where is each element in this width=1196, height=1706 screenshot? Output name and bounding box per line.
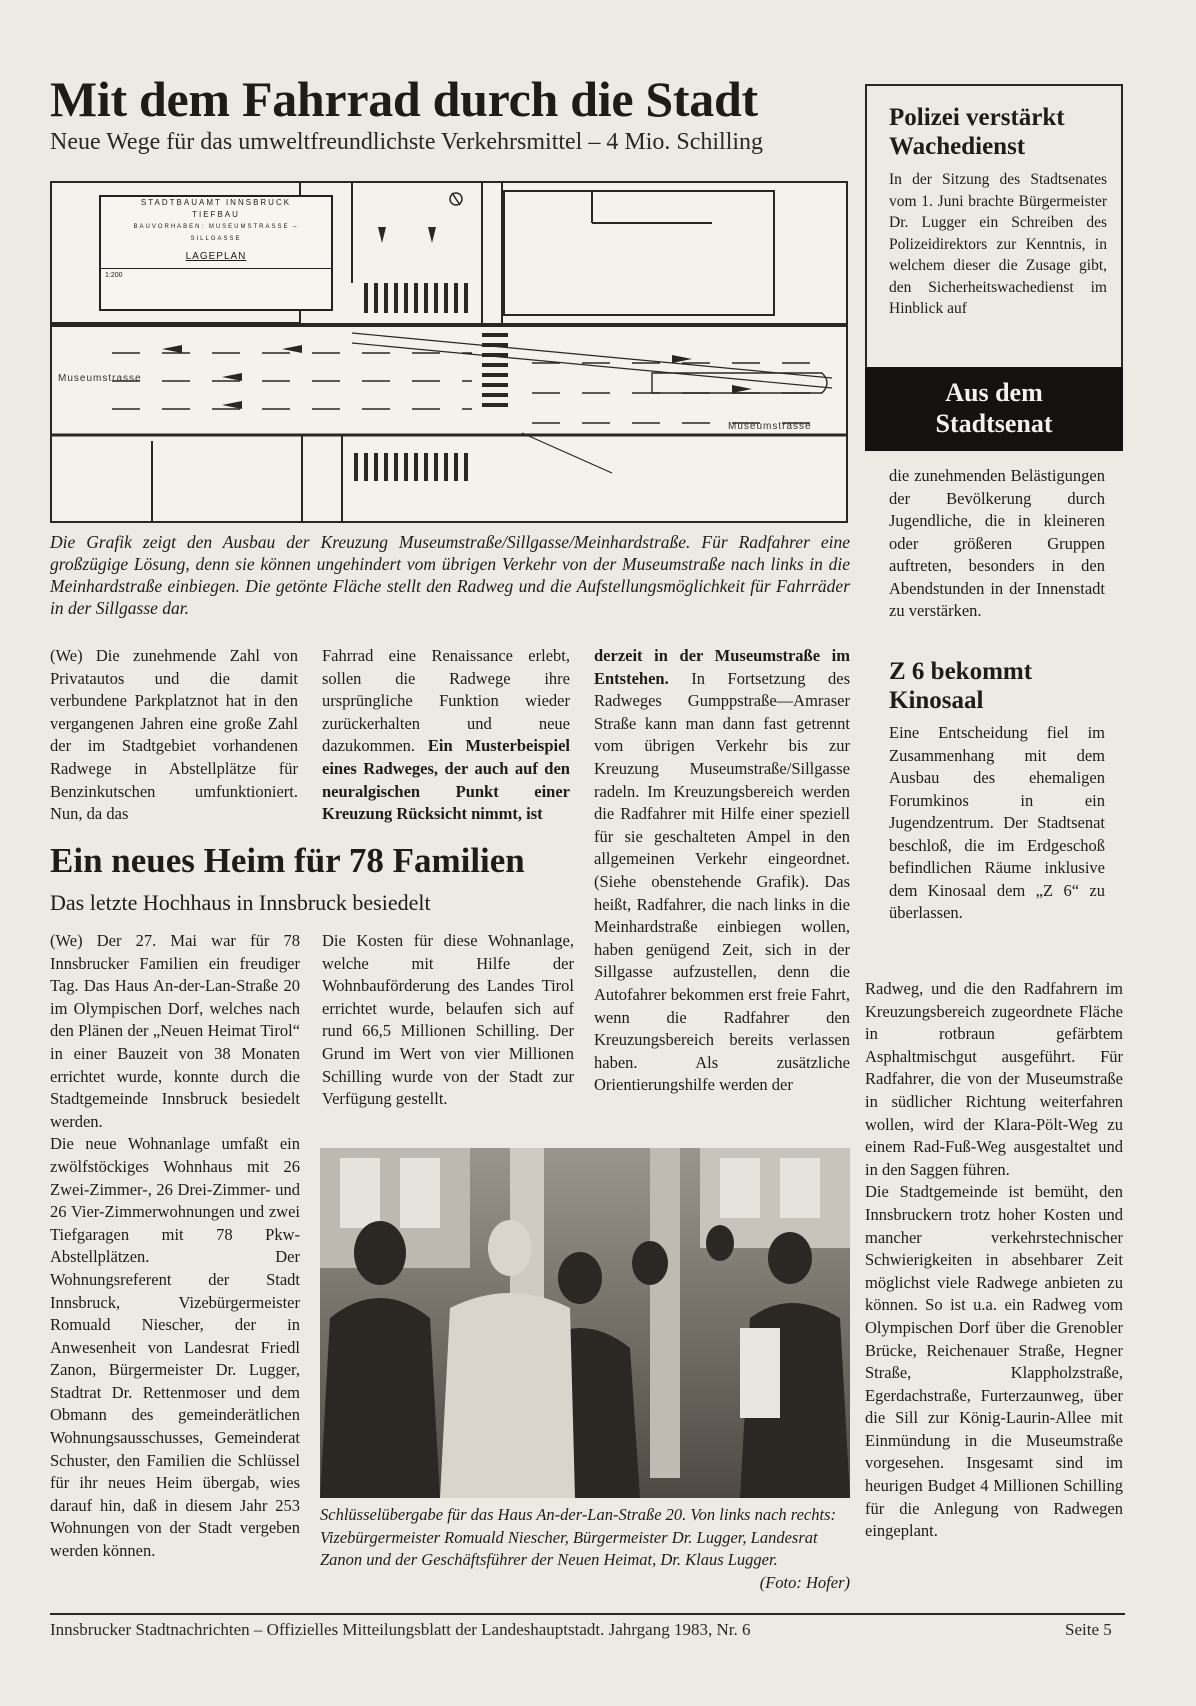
heim-paragraph: (We) Der 27. Mai war für 78 Innsbrucker Familien ein freudiger Tag. Das Haus An-der-Lan-Straße 20 im Olympischen Dorf, welches nach den Plänen der „Neuen Heimat Tirol“ in einer Bauzeit von 38 Monaten errichtet wurde, konnte durch die Stadtgemeinde Innsbruck besiedelt werden. [50, 931, 300, 1131]
article-column-4 [865, 978, 1123, 1543]
plan-department: TIEFBAU [192, 210, 240, 219]
article-paragraph: (We) Die zunehmende Zahl von Privatautos und die damit verbundene Parkplatznot hat in den vergangenen Jahren eine große Zahl der im Stadtgebiet vorhandenen Radwege in Abstellplätze für Benzinkutschen umfunktioniert. Nun, da das [50, 646, 298, 824]
sidebar-polizei-text-continued: die zunehmenden Belästigungen der Bevölkerung durch Jugendliche, die in kleineren oder größeren Gruppen auftreten, besonders in den Abendstunden in der Innenstadt zu verstärken. [889, 466, 1105, 620]
photo-image [320, 1148, 850, 1498]
plan-type: LAGEPLAN [185, 251, 247, 262]
article-text: Fahrrad eine Renaissance erlebt, sollen die Radwege ihre ursprüngliche Funktion wieder zurückerhalten und neue dazukommen. [322, 646, 570, 756]
photo-credit: (Foto: Hofer) [759, 1572, 850, 1592]
article-column-3 [594, 645, 850, 1097]
article-paragraph [594, 645, 850, 1097]
article-highlight: derzeit in der Museumstraße im Entstehen. [594, 646, 850, 688]
article-column-1 [50, 645, 298, 826]
street-label-right: Museumstrasse [728, 421, 812, 432]
sidebar-z6-title: Z 6 bekommt Kinosaal [889, 658, 1033, 714]
heim-paragraph: Die Kosten für diese Wohnanlage, welche mit Hilfe der Wohnbauförderung des Landes Tirol errichtet wurde, belaufen sich auf rund 66,5 Millionen Schilling. Der Grund im Wert von vier Millionen Schilling wurde von der Stadt zur Verfügung gestellt. [322, 931, 574, 1109]
sidebar-z6-text: Eine Entscheidung fiel im Zusammenhang mit dem Ausbau des ehemaligen Forumkinos in ein Jugendzentrum. Der Stadtsenat beschloß, die im Erdgeschoß befindlichen Räume inklusive dem Kinosaal dem „Z 6“ zu überlassen. [889, 723, 1105, 922]
article-paragraph: Die Stadtgemeinde ist bemüht, den Innsbruckern trotz hoher Kosten und mancher verkehrstechnischer Schwierigkeiten in absehbarer Zeit möglichst viele Radwege anbieten zu können. So ist u.a. ein Radweg vom Olympischen Dorf über die Grenobler Brücke, Reichenauer Straße, Hegner Straße, Klappholzstraße, Egerdachstraße, Furterzaunweg, über die Sill zur König-Laurin-Allee mit Einmündung in die Museumstraße vorgesehen. Insgesamt sind im heurigen Budget 4 Millionen Schilling für die Anlegung von Radwegen eingeplant. [865, 1182, 1123, 1541]
stadtsenat-banner-line2: Stadtsenat [935, 409, 1053, 438]
heim-article-title: Ein neues Heim für 78 Familien [50, 841, 525, 880]
article-title: Mit dem Fahrrad durch die Stadt [50, 71, 758, 127]
plan-scale: 1:200 [101, 268, 331, 282]
plan-caption: Die Grafik zeigt den Ausbau der Kreuzung Museumstraße/Sillgasse/Meinhardstraße. Für Radfahrer eine großzügige Lösung, denn sie können ungehindert vom übrigen Verkehr von der Museumstraße nach links in die Meinhardstraße einbiegen. Die getönte Fläche stellt den Radweg und die Aufstellungsmöglichkeit für Fahrräder in der Sillgasse dar. [50, 532, 850, 618]
plan-office: STADTBAUAMT INNSBRUCK [140, 198, 292, 207]
heim-column-1 [50, 930, 300, 1563]
article-text: In Fortsetzung des Radweges Gumppstraße—Amraser Straße kann man dann fast getrennt vom übrigen Verkehr bis zur Kreuzung Museumstraße/Sillgasse radeln. Im Kreuzungsbereich werden die Radfahrer mit Hilfe einer speziell für sie geschalteten Ampel in den allgemeinen Verkehr eingeordnet. (Siehe obenstehende Grafik). Das heißt, Radfahrer, die nach links in die Meinhardstraße einbiegen wollen, haben genügend Zeit, sich in der Sillgasse aufzustellen, denn die Autofahrer bekommen erst freie Fahrt, wenn die Radfahrer den Kreuzungsbereich bereits verlassen haben. Als zusätzliche Orientierungshilfe werden der [594, 668, 850, 1095]
stadtsenat-banner-line1: Aus dem [945, 378, 1043, 407]
stadtsenat-banner [865, 367, 1123, 451]
heim-paragraph: Die neue Wohnanlage umfaßt ein zwölfstöckiges Wohnhaus mit 26 Zwei-Zimmer-, 26 Drei-Zimmer- und 26 Vier-Zimmerwohnungen und zwei Tiefgaragen mit 78 Pkw-Abstellplätzen. Der Wohnungsreferent der Stadt Innsbruck, Vizebürgermeister Romuald Niescher, der in Anwesenheit von Landesrat Friedl Zanon, Bürgermeister Dr. Lugger, Stadtrat Dr. Rettenmoser und dem Obmann des gemeinderätlichen Wohnungsausschusses, Gemeinderat Schuster, den Familien die Schlüssel für ihr neues Heim übergab, wies darauf hin, daß in diesem Jahr 253 Wohnungen von der Stadt vergeben werden können. [50, 1134, 300, 1561]
plan-title-block [99, 195, 333, 311]
footer-publication: Innsbrucker Stadtnachrichten – Offizielles Mitteilungsblatt der Landeshauptstadt. Jahrgang 1983, Nr. 6 [50, 1620, 751, 1639]
photo-caption-text: Schlüsselübergabe für das Haus An-der-Lan-Straße 20. Von links nach rechts: Vizebürgermeister Romuald Niescher, Bürgermeister Dr. Lugger, Landesrat Zanon und der Geschäftsführer der Neuen Heimat, Dr. Klaus Lugger. [320, 1505, 837, 1569]
key-handover-photo [320, 1148, 850, 1498]
heim-column-2 [322, 930, 574, 1111]
heim-article-subtitle: Das letzte Hochhaus in Innsbruck besiedelt [50, 890, 431, 915]
article-column-2 [322, 645, 570, 826]
article-subtitle: Neue Wege für das umweltfreundlichste Verkehrsmittel – 4 Mio. Schilling [50, 129, 764, 155]
article-paragraph: Radweg, und die den Radfahrern im Kreuzungsbereich zugeordnete Fläche in rotbraun gefärbtem Asphaltmischgut ausgeführt. Für Radfahrer, die von der Museumstraße in südlicher Richtung weiterfahren wollen, wird der Klara-Pölt-Weg zu einem Rad-Fuß-Weg ausgestaltet und in den Saggen führen. [865, 979, 1123, 1179]
site-plan-graphic [50, 181, 848, 523]
article-paragraph [322, 645, 570, 826]
article-highlight: Ein Musterbeispiel eines Radweges, der auch auf den neuralgischen Punkt einer Kreuzung Rücksicht nimmt, ist [322, 736, 570, 824]
plan-project: BAUVORHABEN: MUSEUMSTRASSE – [133, 224, 299, 230]
page-number: Seite 5 [1065, 1620, 1112, 1639]
photo-caption [320, 1504, 850, 1594]
footer-rule [50, 1613, 1125, 1615]
sidebar-polizei-text: In der Sitzung des Stadtsenates vom 1. Juni brachte Bürgermeister Dr. Lugger ein Schreiben des Polizeidirektors zur Kenntnis, in welchem dieser die Zusage gibt, den Sicherheitswachedienst im Hinblick auf [889, 171, 1107, 317]
plan-project-street: SILLGASSE [190, 236, 242, 242]
sidebar-polizei-title: Polizei verstärkt Wachedienst [889, 104, 1065, 160]
street-label-left: Museumstrasse [58, 373, 142, 384]
